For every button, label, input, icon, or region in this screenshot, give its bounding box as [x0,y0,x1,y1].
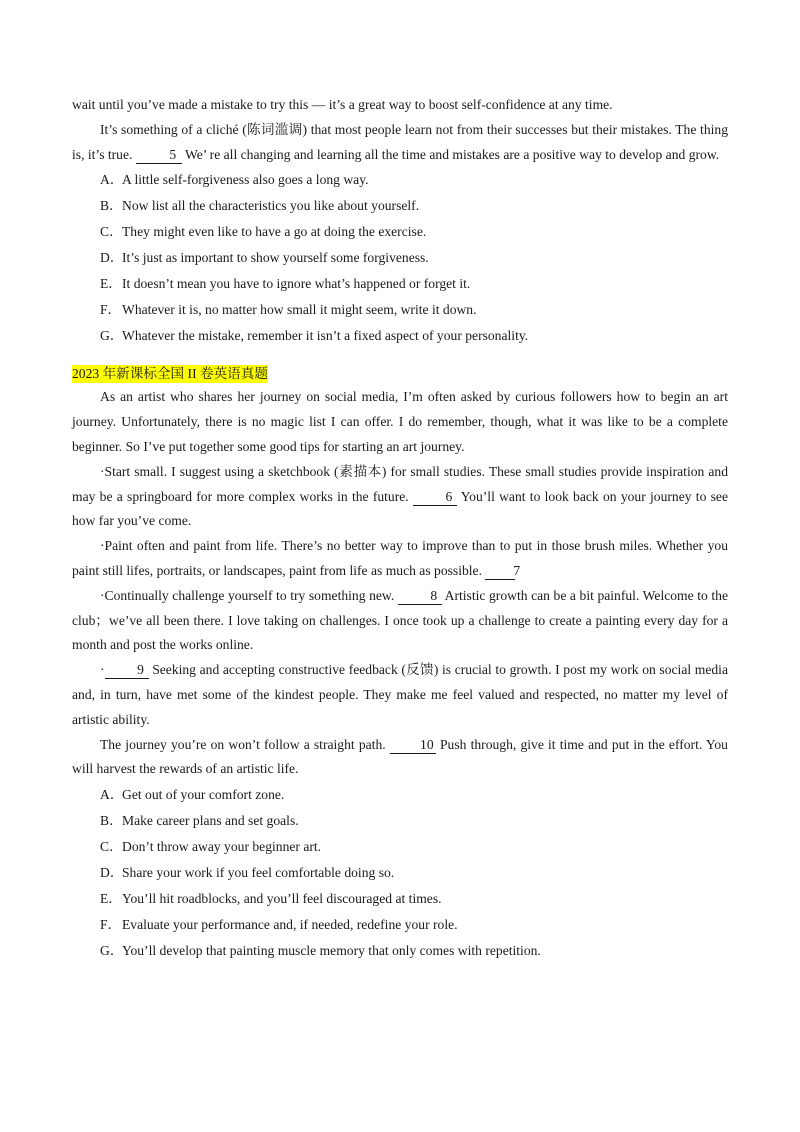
option-text: Get out of your comfort zone. [122,787,285,803]
blank-5: 5 [136,147,182,164]
document-page [72,93,728,964]
tip-2-text-a: ·Paint often and paint from life. There’s no better way to improve than to put in those brush miles. Whether you paint still lifes, portraits, or landscapes, paint from life as much as possible. [72,538,728,578]
passage1-text-b: We’ re all changing and learning all the time and mistakes are a positive way to develop and grow. [184,146,720,162]
spacer [72,349,728,363]
option-letter: F． [100,917,122,933]
option-text: A little self-forgiveness also goes a long way. [122,172,369,188]
option-f-1 [100,297,728,323]
option-text: Make career plans and set goals. [122,813,299,829]
option-letter: F． [100,302,122,318]
tip-3-text-b: Artistic growth can be a bit painful. Welcome to the club；we’ve all been there. I love taking on challenges. I once took up a challenge to create a painting every day for a month and post the works online. [72,587,728,653]
tip-2 [72,534,728,584]
option-letter: G． [100,328,124,344]
tip-1 [72,460,728,534]
option-a-2 [100,782,728,808]
option-e-1 [100,271,728,297]
closing-text-a: The journey you’re on won’t follow a straight path. [100,736,386,752]
option-letter: D． [100,250,124,266]
option-letter: B． [100,198,123,214]
section-heading-text: 2023 年新课标全国 II 卷英语真题 [72,366,268,382]
option-a-1 [100,167,728,193]
option-b-1 [100,193,728,219]
option-text: Whatever the mistake, remember it isn’t a fixed aspect of your personality. [122,328,529,344]
option-c-2 [100,834,728,860]
option-text: It doesn’t mean you have to ignore what’s happened or forget it. [122,276,471,292]
option-text: Now list all the characteristics you like about yourself. [122,198,420,214]
closing-text-b: Push through, give it time and put in the effort. You will harvest the rewards of an artistic life. [72,736,728,777]
option-c-1 [100,219,728,245]
tip-4-text-b: Seeking and accepting constructive feedback (反馈) is crucial to growth. I post my work on social media and, in turn, have met some of the kindest people. They make me feel valued and respected, no matter my level of artistic ability. [72,662,728,727]
blank-10: 10 [390,737,436,754]
tip-1-text-a: ·Start small. I suggest using a sketchbook (素描本) for small studies. These small studies provide inspiration and may be a springboard for more complex works in the future. [72,463,728,504]
passage1-continuation: wait until you’ve made a mistake to try this — it’s a great way to boost self-confidence at any time. [72,97,613,112]
closing-paragraph [72,733,728,783]
section-heading [72,363,728,385]
blank-7: 7 [485,563,515,580]
passage1-paragraph [72,118,728,168]
passage1-text-a: It’s something of a cliché (陈词滥调) that most people learn not from their successes but their mistakes. The thing is, it’s true. [72,121,728,162]
option-text: Don’t throw away your beginner art. [122,839,322,855]
option-text: You’ll develop that painting muscle memory that only comes with repetition. [122,943,541,959]
tip-3 [72,584,728,658]
section2-intro: As an artist who shares her journey on social media, I’m often asked by curious followers how to begin an art journey. Unfortunately, there is no magic list I can offer. I do remember, though, what it was like to be a complete beginner. So I’ve put together some good tips for starting an art journey. [72,389,728,454]
options-list-2 [72,782,728,964]
option-text: They might even like to have a go at doing the exercise. [122,224,427,240]
option-text: Evaluate your performance and, if needed, redefine your role. [122,917,458,933]
option-letter: A． [100,172,124,188]
option-b-2 [100,808,728,834]
blank-9: 9 [105,662,149,679]
option-letter: C． [100,839,123,855]
options-list-1 [72,167,728,349]
blank-8: 8 [398,588,442,605]
option-d-2 [100,860,728,886]
option-letter: A． [100,787,124,803]
tip-3-text-a: ·Continually challenge yourself to try something new. [100,587,395,603]
option-text: Whatever it is, no matter how small it might seem, write it down. [122,302,477,318]
option-e-2 [100,886,728,912]
option-letter: E． [100,891,122,907]
option-text: It’s just as important to show yourself some forgiveness. [122,250,429,266]
option-letter: C． [100,224,123,240]
tip-4-bullet: · [100,662,105,678]
option-g-2 [100,938,728,964]
blank-6: 6 [413,489,457,506]
option-letter: B． [100,813,123,829]
option-text: Share your work if you feel comfortable doing so. [122,865,395,881]
option-f-2 [100,912,728,938]
option-g-1 [100,323,728,349]
option-d-1 [100,245,728,271]
option-letter: D． [100,865,124,881]
option-letter: G． [100,943,124,959]
tip-4 [72,658,728,732]
option-text: You’ll hit roadblocks, and you’ll feel discouraged at times. [122,891,442,907]
option-letter: E． [100,276,122,292]
tip-1-text-b: You’ll want to look back on your journey to see how far you’ve come. [72,488,728,529]
